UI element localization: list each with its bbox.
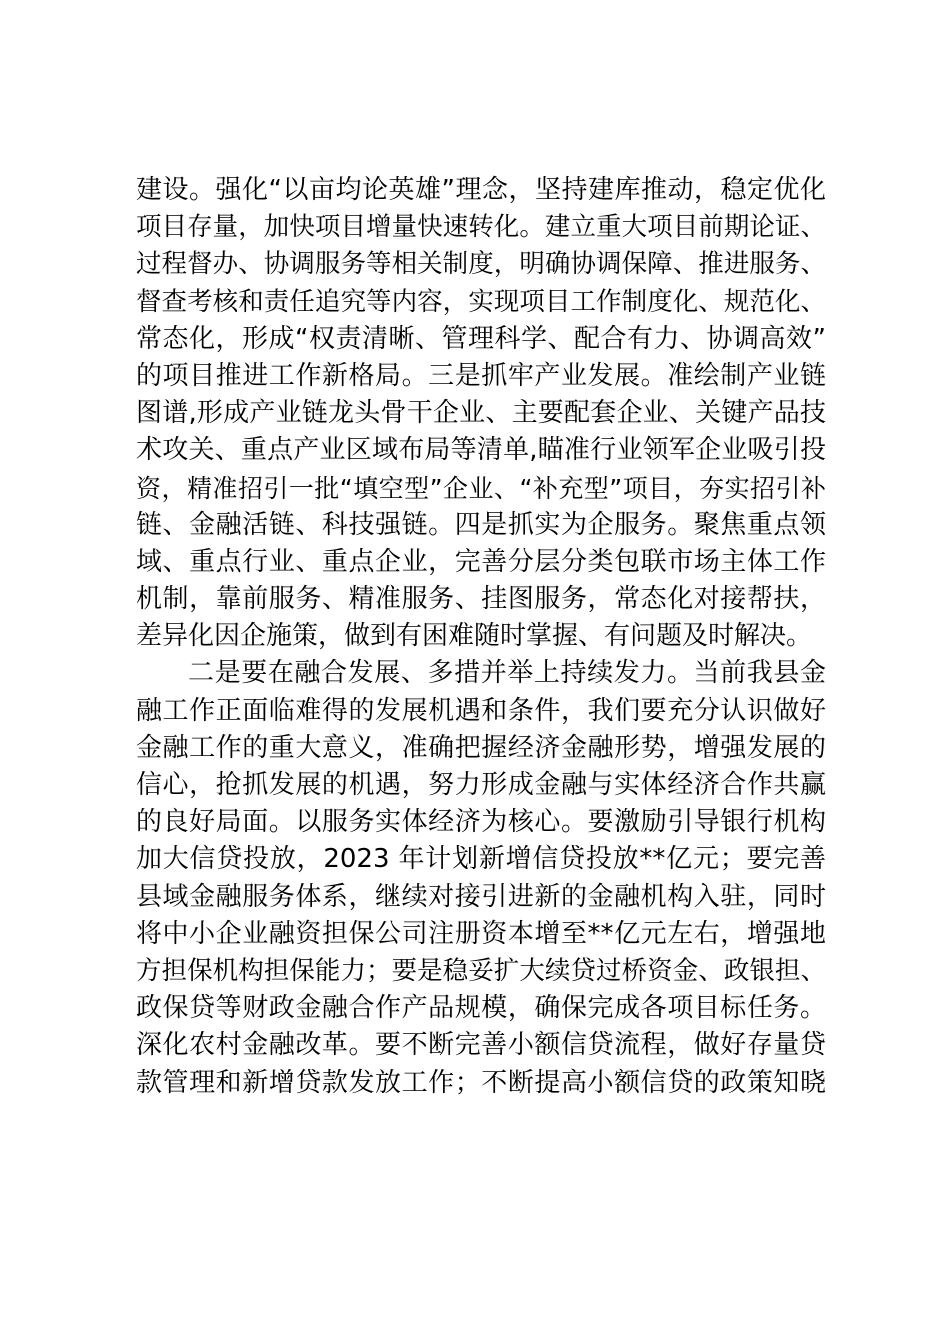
text-line: 金融工作的重大意义，准确把握经济金融形势，增强发展的	[136, 732, 826, 763]
text-line: 域、重点行业、重点企业，完善分层分类包联市场主体工作	[136, 546, 826, 577]
paragraph-1	[136, 172, 826, 655]
body-text	[136, 172, 826, 1102]
text-line: 方担保机构担保能力；要是稳妥扩大续贷过桥资金、政银担、	[136, 955, 826, 986]
text-line: 项目存量，加快项目增量快速转化。建立重大项目前期论证、	[136, 212, 826, 243]
text-line: 县域金融服务体系，继续对接引进新的金融机构入驻，同时	[136, 881, 826, 912]
text-line: 的项目推进工作新格局。三是抓牢产业发展。准绘制产业链	[136, 360, 826, 391]
text-line: 政保贷等财政金融合作产品规模，确保完成各项目标任务。	[136, 993, 826, 1024]
text-line: 常态化，形成“权责清晰、管理科学、配合有力、协调高效”	[136, 323, 826, 354]
text-line: 链、金融活链、科技强链。四是抓实为企服务。聚焦重点领	[136, 509, 826, 540]
text-line: 加大信贷投放，2023 年计划新增信贷投放**亿元；要完善	[136, 844, 826, 875]
text-line: 融工作正面临难得的发展机遇和条件，我们要充分认识做好	[136, 695, 826, 726]
text-line: 督查考核和责任追究等内容，实现项目工作制度化、规范化、	[136, 286, 826, 317]
text-line: 信心，抢抓发展的机遇，努力形成金融与实体经济合作共赢	[136, 770, 826, 800]
text-line: 二是要在融合发展、多措并举上持续发力。当前我县金	[188, 658, 826, 689]
text-line: 资，精准招引一批“填空型”企业、“补充型”项目，夯实招引补	[136, 473, 826, 503]
text-line: 过程督办、协调服务等相关制度，明确协调保障、推进服务、	[136, 249, 826, 280]
text-line: 将中小企业融资担保公司注册资本增至**亿元左右，增强地	[136, 918, 826, 949]
text-line: 差异化因企施策，做到有困难随时掌握、有问题及时解决。	[136, 621, 813, 652]
text-line: 深化农村金融改革。要不断完善小额信贷流程，做好存量贷	[136, 1030, 826, 1061]
text-line: 术攻关、重点产业区域布局等清单,瞄准行业领军企业吸引投	[136, 435, 826, 466]
text-line: 的良好局面。以服务实体经济为核心。要激励引导银行机构	[136, 807, 826, 838]
text-line: 图谱,形成产业链龙头骨干企业、主要配套企业、关键产品技	[136, 398, 826, 429]
text-line: 款管理和新增贷款发放工作；不断提高小额信贷的政策知晓	[136, 1067, 826, 1098]
text-line: 建设。强化“以亩均论英雄”理念，坚持建库推动，稳定优化	[136, 175, 826, 205]
paragraph-2	[136, 655, 826, 1101]
text-line: 机制，靠前服务、精准服务、挂图服务，常态化对接帮扶，	[136, 584, 826, 615]
